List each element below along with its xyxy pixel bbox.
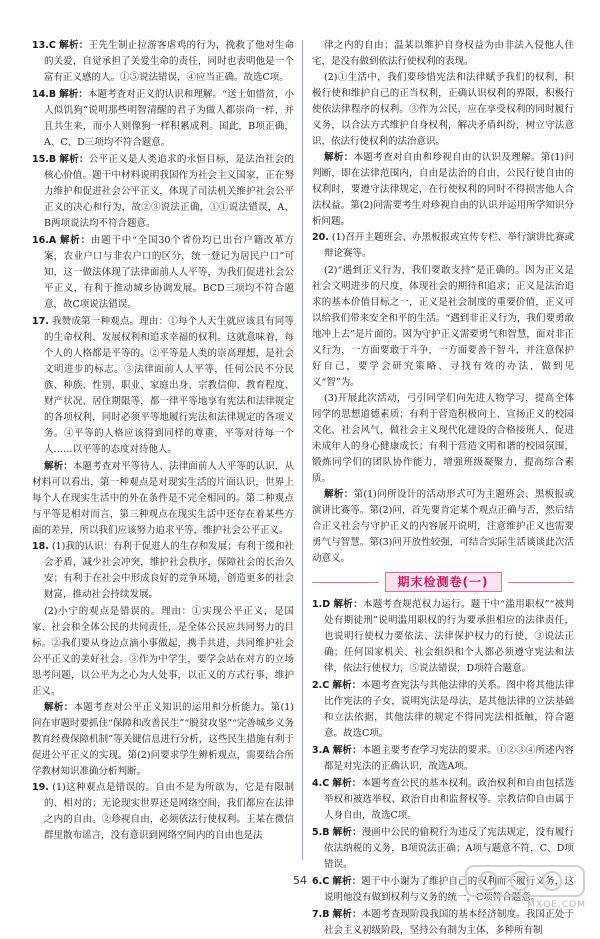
answer-text: 我赞成第一种观点。理由：①每个人天生就应该具有同等的生命权利、发展权利和追求幸福的权利。这就意味着，每个人的人格都是平等的。②平等是人类的崇高理想，是社会文明进步的标志。③法律面前人人平等，任何公民不分民族、种族、性别、职业、家庭出身、宗教信仰、教育程度、财产状况、居住期限等，都一律平等地享有宪法和法律规定的各项权利，同时必须平等地履行宪法和法律规定的各项义务。④平等的人格应该得到同样的尊重，平等对待每一个人……以平等的态度对待他人。 — [44, 316, 294, 455]
answer-text: 本题考查现阶段我国的基本经济制度。我国正处于社会主义初级阶段，坚持公有制为主体、多种所有制 — [324, 909, 574, 936]
answer-text: 本题考查对正义的认识和理解。“送士如惜贫，小人似饥狗”说明那些明智清醒的君子为做人都崇尚一样，并且共生来，而小人则像狗一样积累成利。国此，B项正确，A、C、D三项均不符合题意。 — [44, 89, 294, 148]
answer-paragraph — [32, 87, 294, 151]
right-answer-list-top — [312, 38, 574, 567]
answer-text: (1)我的认识：有利于促进人的生存和发展；有利于缓和社会矛盾，减少社会冲突，维护社会秩序，保障社会的长治久安；有利于在社会中形成良好的竞争环境，创造更多的社会财富，推动社会持续发展。 — [44, 541, 294, 600]
answer-paragraph — [32, 314, 294, 458]
answer-paragraph — [32, 38, 294, 86]
answer-paragraph — [32, 780, 294, 844]
question-number: 3.A — [312, 745, 330, 756]
question-number: 4.C — [312, 778, 330, 789]
answer-text: 本题考查对平等待人、法律面前人人平等的认识，从材料可以看出，第一种观点是对现实生活的片面认识，世界上每个人在现实生活中的外在条件是不完全相同的。第二种观点与平等是相对而言，第三种观点在现实生活中还存在着某些方面的差异，所以我们应该努力追求平等，维护社会公平正义。 — [32, 461, 294, 536]
analysis-keyword: 解析： — [60, 235, 91, 246]
analysis-keyword: 解析： — [332, 909, 362, 920]
analysis-keyword: 解析： — [332, 745, 362, 756]
question-number: 13.C — [32, 40, 56, 51]
answer-text: 本题考查公民的基本权利。政治权利和自由包括选举权和被选举权、政治自由和监督权等。宗教信仰自由属于人身自由，故选C项。 — [324, 778, 574, 821]
answer-text: 由题干中“全国30个省份均已出台户籍改革方案，农业户口与非农户口的区分，统一登记为居民户口”可知，这一做法体现了法律面前人人平等，为我们促进社会公平正义，有利于推动城乡协调发展。BCD三项均不符合题意，故C项说法错误。 — [44, 235, 294, 310]
answer-text: 本题考查宪法与其他法律的关系。图中将其他法律比作宪法的子女，说明宪法是母法，是其他法律的立法基础和立法依据，其他法律的规定不得同宪法相抵触，符合题意。故选C项。 — [324, 680, 574, 739]
answer-text: 公平正义是人类追求的永恒目标，是法治社会的核心价值。题干中材料说明我国作为社会主义国家，正在努力维护和促进社会公平正义，体现了司法机关维护社会公平正义的决心和行为，故②③说法正确，①①说法错误，A、B两项说法均不符合题意。 — [44, 154, 294, 229]
answer-paragraph — [312, 743, 574, 775]
analysis-keyword: 解析： — [59, 89, 88, 100]
answer-paragraph — [312, 391, 574, 487]
answer-paragraph — [32, 700, 294, 780]
page-number: 54 — [293, 874, 307, 887]
analysis-keyword: 解析： — [59, 40, 89, 51]
analysis-keyword: 解析： — [324, 489, 354, 500]
analysis-keyword: 解析： — [324, 152, 354, 163]
analysis-keyword: 解析： — [44, 702, 74, 713]
analysis-keyword: 解析： — [332, 876, 362, 887]
answer-text: 律之内的自由；温某以维护自身权益为由非法入侵他人住宅，是没有做到依法行使权利的表现。 — [312, 40, 574, 67]
answer-text: 题干中小谢为了维护自己的权利而不履行义务，这说明他没有做到权利与义务的统一，C项符合题意。 — [324, 876, 574, 903]
title-rule-right — [508, 582, 575, 583]
answer-text: 王先生制止拉游客虐鸡的行为，挽救了他对生命的关爱，自觉承担了关爱生命的责任，同时也表明他是一个富有正义感的人。①⑤说法错误，④应当正确。故选C项。 — [44, 40, 294, 83]
analysis-keyword: 解析： — [332, 680, 362, 691]
answer-paragraph — [312, 230, 574, 262]
question-number: 16.A — [32, 235, 57, 246]
watermark-text: MXQE.COM — [527, 900, 586, 910]
answer-paragraph — [312, 70, 574, 150]
answer-paragraph — [312, 487, 574, 567]
analysis-keyword: 解析： — [333, 599, 363, 610]
answer-paragraph — [312, 38, 574, 70]
analysis-keyword: 解析： — [332, 827, 362, 838]
left-column — [32, 38, 294, 868]
answer-text: (3)开展此次活动，弓引同学们向先进人物学习，提高全体同学的思想道德素质；有利于营造积极向上、宣扬正义的校园文化、社会风气，做社会主义现代化建设的合格接班人，促进未成年人的身心健康成长；有利于营造文明和谐的校园氛围，锻炼同学们的团队协作能力，增强班级凝聚力，提高综合素质。 — [312, 393, 574, 484]
section-title: 期末检测卷(一) — [385, 572, 502, 592]
answer-text: 漫画中公民的偷税行为违反了宪法规定，没有履行依法纳税的义务，B项说法正确；A项与题意不符，C、D项错误。 — [324, 827, 574, 870]
answer-text: 本题考查对自由和珍视自由的认识及理解。第(1)问判断，即在法律范围内，自由是法治的自由，公民行使自由的权利时，要遵守法律规定，在行使权利的同时不得损害他人合法权益。第(2)问需要考生对珍视自由的认识并运用所学知识分析问题。 — [312, 152, 574, 227]
left-answer-list — [32, 38, 294, 844]
answer-paragraph — [32, 539, 294, 603]
answer-text: 第(1)问所设计的活动形式可为主题班会、黑板报或演讲比赛等。第(2)问，首先要肯定某个观点正确与否，然后结合正义社会与守护正义的内容展开说明，注意维护正义也需要勇气与智慧。第(3)问开放性较强，可结合实际生活谈谈此次活动意义。 — [312, 489, 574, 564]
section-title-banner — [312, 571, 574, 593]
answer-text: (2)①生活中，我们要珍惜宪法和法律赋予我们的权利，积极行使和维护自己的正当权利，正确认识权利的界限，积极行使依法律程序的权利。③作为公民，应在享受权利的同时履行义务，以合法方式维护自身权利，解决矛盾纠纷，树立守法意识，依法行使权利的法治意识。 — [312, 72, 574, 147]
question-number: 20. — [312, 232, 329, 243]
answer-text: 本题考查规范权力运行。题干中“滥用职权”“被判处有期徒刑”说明滥用职权的行为要承担相应的法律责任，也说明行使权力要依法、法律保护权力的行使，③说法正确；任何国家机关、社会组织和个人都必须遵守宪法和法律，依法行使权力，⑤说法错误，D项符合题意。 — [324, 599, 574, 674]
column-divider — [302, 40, 303, 860]
question-number: 17. — [32, 316, 49, 327]
answer-paragraph — [32, 152, 294, 232]
answer-text: (1)这种观点是错误的。自由不是为所欲为，它是有限制的、相对的；无论现实世界还是网络空间，我们都应在法律之内的自由。②珍视自由，必须依法行使权利。王某在微信群里散布谣言，没有意识到网络空间内的自由也是法 — [44, 782, 294, 841]
answer-text: (2)小宁的观点是错误的。理由：①实现公平正义，是国家、社会和全体公民的共同责任，是全体公民应共同努力的目标。②我们要从身边点滴小事做起，携手共进，共同维护社会公平正义的美好社会。③作为中学生，要学会站在对方的立场思考问题，以公平为之心为人处事，以正义的方式行事，维护正义。 — [32, 606, 294, 697]
question-number: 7.B — [312, 909, 330, 920]
question-number: 18. — [32, 541, 49, 552]
title-rule-left — [312, 582, 379, 583]
answer-text: 本题考查对公平正义知识的运用和分析能力。第(1)问在审题时要抓住“保障和改善民生”“脱贫攻坚”“完善城乡义务教育经费保障机制”等关键信息进行分析，这些民生措施有利于促进公平正义的实现。第(2)问要求学生辨析观点，需要结合所学教材知识准确分析判断。 — [32, 702, 294, 777]
question-number: 1.D — [312, 599, 331, 610]
analysis-keyword: 解析： — [332, 778, 362, 789]
answer-paragraph — [312, 678, 574, 742]
question-number: 6.C — [312, 876, 330, 887]
answer-paragraph — [32, 233, 294, 313]
analysis-keyword: 解析： — [59, 154, 89, 165]
answer-text: 本题主要考查学习宪法的要求。①②③④所述内容都是对宪法的正确认识，故选A项。 — [324, 745, 574, 772]
answer-paragraph — [312, 263, 574, 391]
question-number: 19. — [32, 782, 49, 793]
answer-paragraph — [32, 459, 294, 539]
question-number: 5.B — [312, 827, 330, 838]
answer-paragraph — [312, 776, 574, 824]
question-number: 15.B — [32, 154, 57, 165]
analysis-keyword: 解析： — [44, 461, 73, 472]
question-number: 2.C — [312, 680, 330, 691]
question-number: 14.B — [32, 89, 57, 100]
answer-text: (2)“遇到正义行为，我们要敢支持”是正确的。因为正义是社会文明进步的尺度，体现社会的期待和追求；正义是法治追求的基本价值目标之一，正义是社会制度的重要价值，正义可以给我们带来安全和平的生活。“遇到非正义行为，我们要勇敢地冲上去”是片面的。因为守护正义需要勇气和智慧，面对非正义行为，一方面要敢于斗争，一方面要善于智斗，并注意保护好自己，要学会研究策略、寻找有效的办法，做到见义“智”为。 — [312, 265, 574, 388]
answer-text: (1)召开主题班会、办黑板报或宣传专栏、举行演讲比赛或辩论赛等。 — [324, 232, 574, 259]
answer-paragraph — [32, 604, 294, 700]
answer-paragraph — [312, 150, 574, 230]
answer-paragraph — [312, 597, 574, 677]
